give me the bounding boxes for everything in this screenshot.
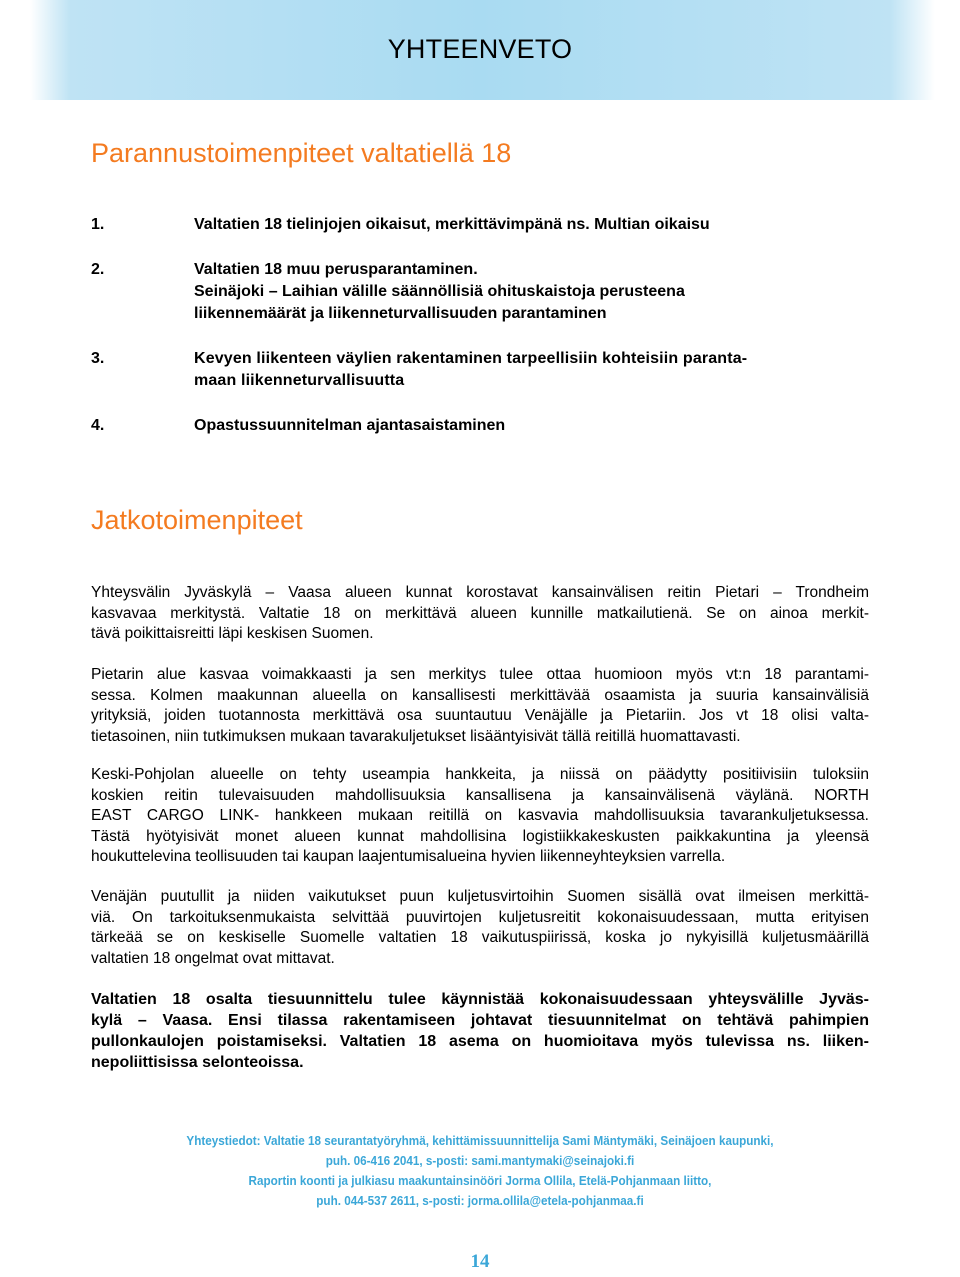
footer-line: puh. 044-537 2611, s-posti: jorma.ollila@etela-pohjanmaa.fi	[316, 1193, 644, 1208]
list-item-text: Valtatien 18 tielinjojen oikaisut, merkittävimpänä ns. Multian oikaisu	[194, 216, 710, 233]
section-heading-further-actions: Jatkotoimenpiteet	[91, 505, 303, 535]
section-heading-improvements: Parannustoimenpiteet valtatiellä 18	[91, 138, 512, 168]
list-item-number: 2.	[91, 261, 105, 278]
contact-footer	[48, 1131, 912, 1211]
list-item-number: 4.	[91, 417, 105, 434]
footer-line: Raportin koonti ja julkiasu maakuntainsinööri Jorma Ollila, Etelä-Pohjanmaan liitto,	[248, 1173, 712, 1188]
list-item-text: Kevyen liikenteen väylien rakentaminen tarpeellisiin kohteisiin paranta-	[194, 350, 748, 367]
footer-line: puh. 06-416 2041, s-posti: sami.mantymaki@seinajoki.fi	[325, 1153, 635, 1168]
list-item-text: Seinäjoki – Laihian välille säännöllisiä ohituskaistoja perusteena	[194, 283, 685, 300]
page-number: 14	[470, 1251, 490, 1272]
page-title: YHTEENVETO	[387, 34, 573, 64]
list-item-text: liikennemäärät ja liikenneturvallisuuden parantaminen	[194, 305, 607, 322]
list-item-number: 1.	[91, 216, 105, 233]
paragraph: Venäjän puutullit ja niiden vaikutukset puun kuljetusvirtoihin Suomen sisällä ovat ilmeisen merkittä- viä. On tarkoituksenmukaista selvittää puuvirtojen kuljetusreitit kokonaisuudessaan, mutta erityisen tärkeää se on keskiselle Suomelle valtatien 18 vaikutuspiirissä, koska jo nykyisillä kuljetusmäärillä valtatien 18 ongelmat ovat mittavat.	[91, 888, 869, 967]
paragraph: Keski-Pohjolan alueelle on tehty useampia hankkeita, ja niissä on päädytty positiivisiin tuloksiin koskien reitin tulevaisuuden mahdollisuuksia kansallisena ja kansainvälisenä väylänä. NORTH EAST CARGO LINK- hankkeen mukaan reitillä on kasvavia mahdollisuuksia tavarankuljetuksessa. Tästä hyötyisivät monet alueen kunnat mahdollisina logistiikkakeskusten paikkakuntina ja yleensä houkuttelevina teollisuuden tai kaupan laajentumisalueina hyvien liikenneyhteyksien varrella.	[91, 766, 869, 865]
list-item-text: Valtatien 18 muu perusparantaminen.	[194, 261, 478, 278]
paragraph: Pietarin alue kasvaa voimakkaasti ja sen merkitys tulee ottaa huomioon myös vt:n 18 parantami- sessa. Kolmen maakunnan alueella on kansallisesti merkittävää osaamista ja suuria kansainvälisiä yrityksiä, joiden tuotannosta merkittävä osa suuntautuu Venäjälle ja Pietariin. Jos vt 18 olisi valta- tietasoinen, niin tutkimuksen mukaan tavarakuljetukset lisääntyisivät tällä reitillä huomattavasti.	[91, 666, 869, 745]
footer-line: Yhteystiedot: Valtatie 18 seurantatyöryhmä, kehittämissuunnittelija Sami Mäntymäki, Seinäjoen kaupunki,	[186, 1133, 774, 1148]
list-item-text: maan liikenneturvallisuutta	[194, 372, 405, 389]
paragraph: Yhteysvälin Jyväskylä – Vaasa alueen kunnat korostavat kansainvälisen reitin Pietari – Trondheim kasvavaa merkitystä. Valtatie 18 on merkittävä alueen kunnille matkailutienä. Se on ainoa merkit- tävä poikittaisreitti läpi keskisen Suomen.	[91, 584, 869, 642]
list-item-number: 3.	[91, 350, 105, 367]
list-item-text: Opastussuunnitelman ajantasaistaminen	[194, 417, 506, 434]
conclusion-paragraph: Valtatien 18 osalta tiesuunnittelu tulee käynnistää kokonaisuudessaan yhteysvälille Jyväs- kylä – Vaasa. Ensi tilassa rakentamiseen johtavat tiesuunnitelmat on tehtävä pahimpien pullonkaulojen poistamiseksi. Valtatien 18 asema on huomioitava myös tulevissa ns. liiken- nepoliittisissa selonteoissa.	[91, 991, 869, 1071]
header-banner	[0, 0, 960, 100]
